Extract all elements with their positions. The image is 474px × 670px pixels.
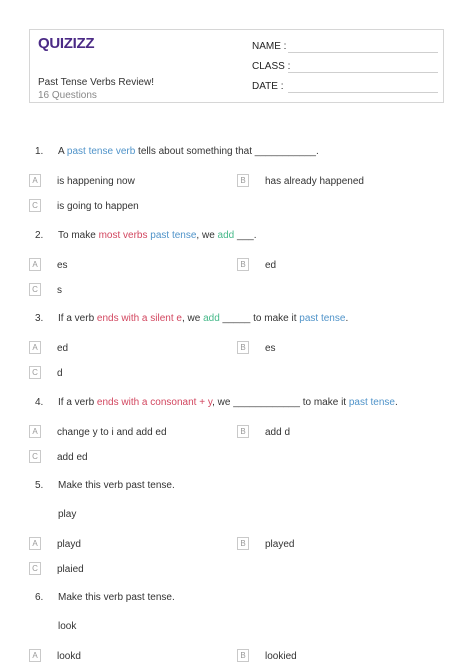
option-letter-box: A — [29, 341, 41, 354]
option-letter-box: A — [29, 258, 41, 271]
keyword: past tense — [150, 230, 197, 241]
class-label: CLASS : — [252, 61, 291, 72]
keyword: add — [217, 230, 235, 241]
option-letter-box: C — [29, 562, 41, 575]
option-letter-box: B — [237, 425, 249, 438]
option-letter-box: C — [29, 283, 41, 296]
option-letter-box: B — [237, 174, 249, 187]
keyword: most verbs — [98, 230, 148, 241]
worksheet-title: Past Tense Verbs Review! — [38, 77, 154, 88]
question-3: 3. If a verb ends with a silent e, we add _____ to make it past tense. — [35, 313, 349, 324]
question-number: 2. — [35, 230, 44, 241]
option-letter-box: A — [29, 425, 41, 438]
date-line — [288, 92, 438, 93]
date-field[interactable] — [252, 81, 283, 92]
question-number: 6. — [35, 592, 44, 603]
class-line — [288, 72, 438, 73]
target-word: look — [58, 621, 77, 632]
question-6: 6. Make this verb past tense. — [35, 592, 175, 603]
option-letter-box: A — [29, 174, 41, 187]
worksheet-header — [29, 29, 444, 103]
date-label: DATE : — [252, 81, 284, 92]
question-number: 1. — [35, 146, 44, 157]
keyword: ends with a consonant + y — [96, 397, 213, 408]
option-letter-box: B — [237, 341, 249, 354]
question-count: 16 Questions — [38, 90, 97, 101]
question-number: 4. — [35, 397, 44, 408]
option-letter-box: B — [237, 258, 249, 271]
option-letter-box: A — [29, 537, 41, 550]
question-4: 4. If a verb ends with a consonant + y, we ____________ to make it past tense. — [35, 397, 398, 408]
question-2: 2. To make most verbs past tense, we add ___. — [35, 230, 257, 241]
option-letter-box: B — [237, 649, 249, 662]
name-label: NAME : — [252, 41, 287, 52]
quizizz-logo: QUIZIZZ — [38, 35, 95, 52]
keyword: ends with a silent e — [96, 313, 182, 324]
option-letter-box: C — [29, 450, 41, 463]
option-letter-box: B — [237, 537, 249, 550]
target-word: play — [58, 509, 77, 520]
class-field[interactable] — [252, 61, 290, 72]
question-1: 1. A past tense verb tells about something that ___________. — [35, 146, 319, 157]
option-letter-box: C — [29, 366, 41, 379]
question-5: 5. Make this verb past tense. — [35, 480, 175, 491]
keyword: past tense — [299, 313, 346, 324]
option-letter-box: C — [29, 199, 41, 212]
question-number: 5. — [35, 480, 44, 491]
keyword: add — [203, 313, 220, 324]
name-line — [288, 52, 438, 53]
name-field[interactable] — [252, 41, 286, 52]
keyword: past tense — [348, 397, 395, 408]
option-letter-box: A — [29, 649, 41, 662]
question-number: 3. — [35, 313, 44, 324]
keyword: past tense verb — [66, 146, 136, 157]
